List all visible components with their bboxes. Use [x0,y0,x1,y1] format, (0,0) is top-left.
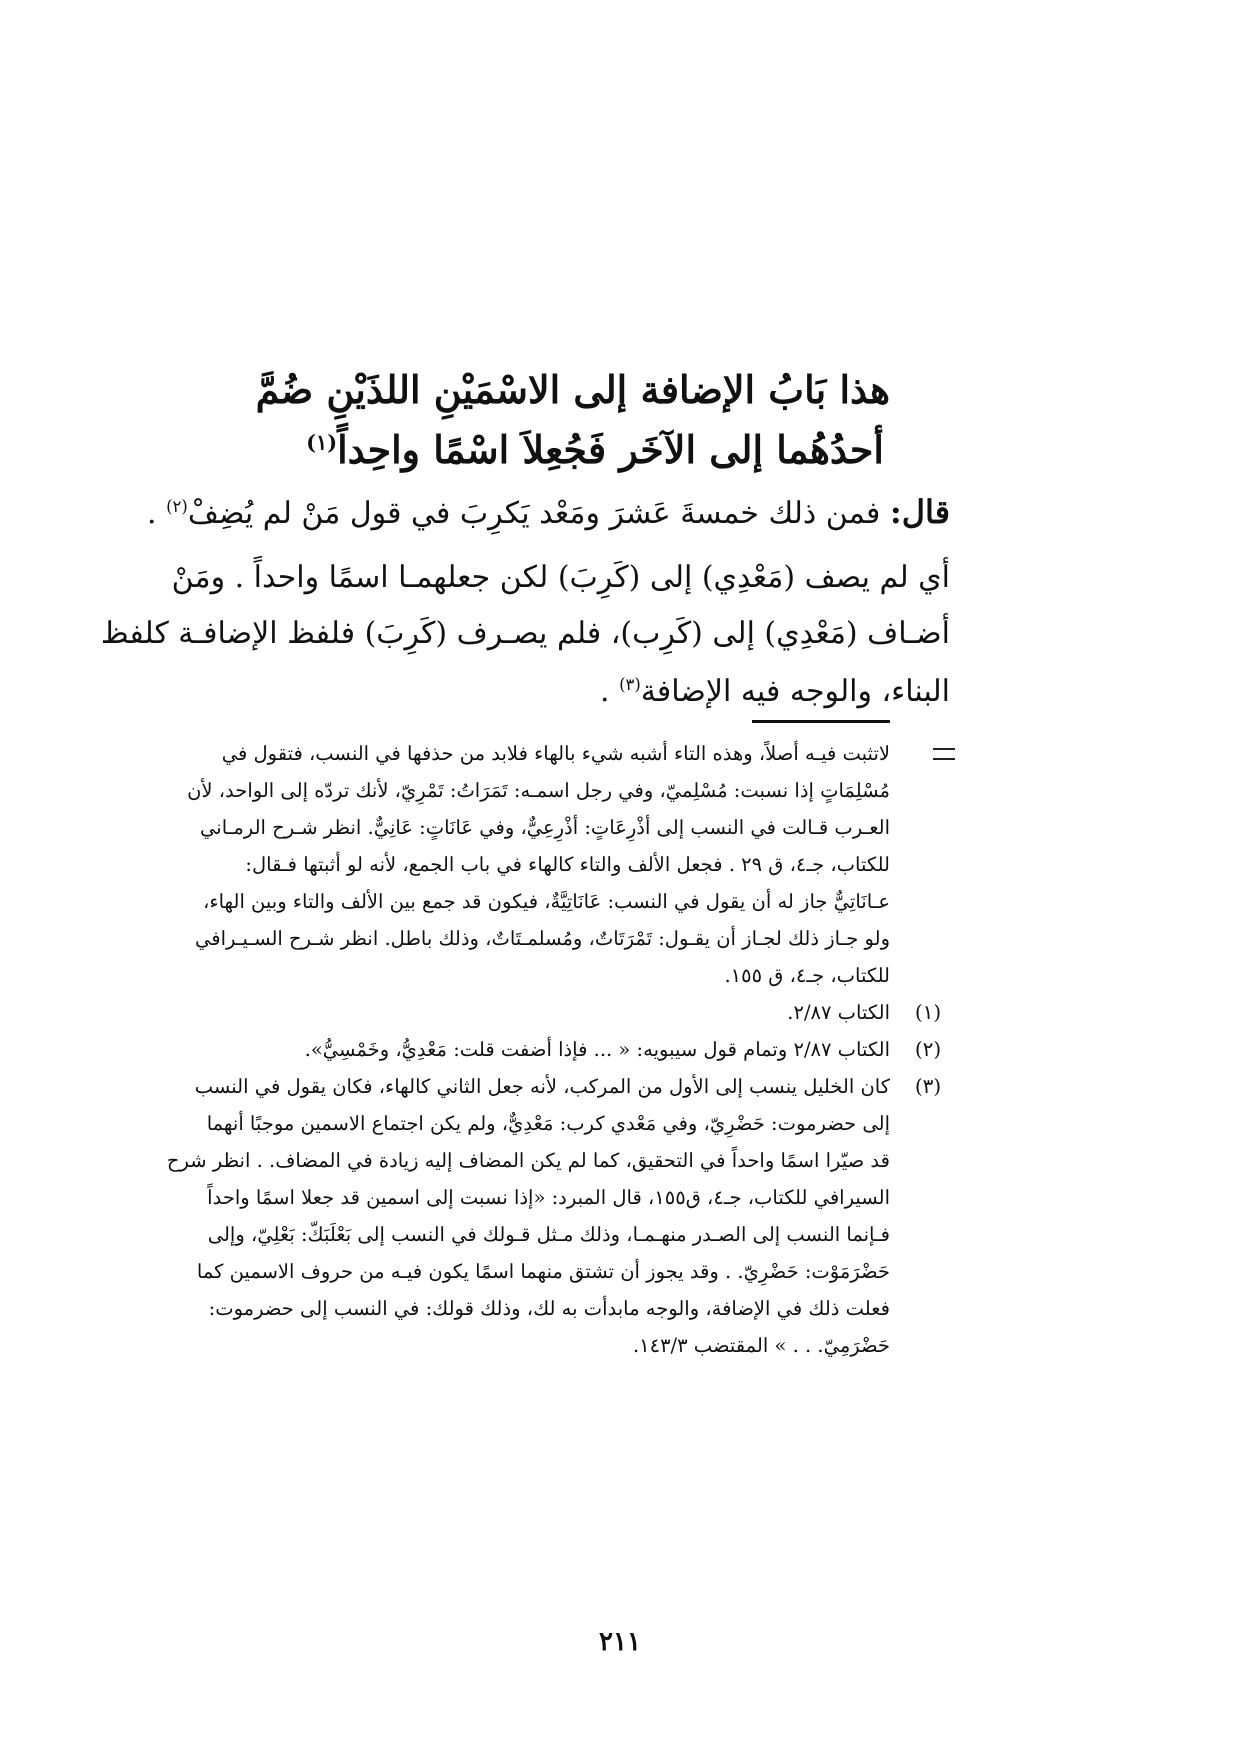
qal-label: قال: [889,493,950,531]
page-number: ٢١١ [599,1627,641,1657]
footnote-3-line-3: قد صيّرا اسمًا واحداً في التحقيق، كما لم يكن المضاف إليه زيادة في المضاف. . انظر شرح [166,1149,890,1172]
footnote-3-line-2: إلى حضرموت: حَضْرِيّ، وفي مَعْدي كرب: مَعْدِيٌّ، ولم يكن اجتماع الاسمين موجبًا أنهما [206,1112,890,1135]
footnote-continued-line-7: للكتاب، جـ٤، ق ١٥٥. [724,964,890,987]
continuation-mark [933,748,955,760]
main-text-line-3 [100,604,950,664]
main-text-line-3-content: أضـاف (مَعْدِي) إلى (كَرِب)، فلم يصـرف (كَرِبَ) فلفظ الإضافـة كلفظ [100,616,950,651]
footnote-continued-line-5: عـانَاتِيٌّ جاز له أن يقول في النسب: عَانَاتِيَّةٌ، فيكون قد جمع بين الألف والتاء وبين الهاء، [203,890,890,913]
footnote-3-line-5: فـإنما النسب إلى الصـدر منهـمـا، وذلك مـثل قـولك في النسب إلى بَعْلَبَكّ: بَعْلِيّ، وإلى [207,1223,890,1246]
footnote-continued-line-2: مُسْلِمَاتٍ إذا نسبت: مُسْلِميّ، وفي رجل اسمـه: تَمَرَاتُ: تَمْرِيّ، لأنك تردّه إلى الواحد، لأن [187,779,890,802]
footnote-continued-line-6: ولو جـاز ذلك لجـاز أن يقـول: تَمْرَتَاتٌ، ومُسلمـتَاتٌ، وذلك باطل. انظر شـرح السـيـرافي [195,927,890,950]
footnote-ref-1: (١) [306,429,338,455]
main-text-line-2-content: أي لم يصف (مَعْدِي) إلى (كَرِبَ) لكن جعلهمـا اسمًا واحداً . ومَنْ [171,560,950,595]
footnote-ref-3: (٣) [619,675,641,694]
footnote-3-line-6: حَضْرَمَوْت: حَضْرِيّ. . وقد يجوز أن تشتق منهما اسمًا يكون فيـه من حروف الاسمين كما [196,1260,890,1283]
footnote-3-line-1: كان الخليل ينسب إلى الأول من المركب، لأنه جعل الثاني كالهاء، فكان يقول في النسب [194,1075,890,1098]
main-text-line-1-end: . [146,496,157,531]
main-text-line-4 [280,662,950,722]
chapter-title-line-1 [255,360,890,420]
footnote-continued-line-4: للكتاب، جـ٤، ق ٢٩ . فجعل الألف والتاء كالهاء في باب الجمع، لأنه لو أثبتها فـقال: [245,853,890,876]
footnote-3-line-7: فعلت ذلك في الإضافة، والوجه مابدأت به لك، وذلك قولك: في النسب إلى حضرموت: [208,1297,890,1320]
footnote-2-text: الكتاب ٢/٨٧ وتمام قول سيبويه: « ... فإذا أضفت قلت: مَعْدِيُّ، وخَمْسِيُّ». [304,1038,890,1061]
footnote-continued-line-3: العـرب قـالت في النسب إلى أذْرِعَاتٍ: أذْرِعِيٌّ، وفي عَانَاتٍ: عَانِيٌّ. انظر شـرح الرمـاني [200,816,890,839]
main-text-line-2 [171,548,950,608]
footnote-3-marker: (٣) [914,1074,942,1098]
main-text-line-1-content: فمن ذلك خمسةَ عَشرَ ومَعْد يَكرِبَ في قول مَنْ لم يُضِفْ [187,496,881,531]
footnote-1-marker: (١) [914,1000,942,1024]
footnote-3-line-4: السيرافي للكتاب، جـ٤، ق١٥٥، قال المبرد: «إذا نسبت إلى اسمين قد جعلا اسمًا واحداً [207,1186,890,1209]
footnote-3-line-8: حَضْرَمِيّ. . . » المقتضب ١٤٣/٣. [632,1334,890,1357]
main-text-line-4-content: البناء، والوجه فيه الإضافة [640,674,950,709]
footnote-separator [752,720,890,723]
footnote-continued-line-1: لاتثبت فيـه أصلاً، وهذه التاء أشبه شيء بالهاء فلابد من حذفها في النسب، فتقول في [221,742,890,765]
footnote-1-text: الكتاب ٢/٨٧. [787,1001,890,1024]
footnote-ref-2: (٢) [166,497,188,516]
main-text-line-4-end: . [599,674,610,709]
footnote-2-marker: (٢) [914,1037,942,1061]
chapter-title-text-2: أحدُهُما إلى الآخَر فَجُعِلاَ اسْمًا واحِداً [337,427,884,472]
chapter-title-text-1: هذا بَابُ الإضافة إلى الاسْمَيْنِ اللذَيْنِ ضُمَّ [255,367,890,412]
main-text-line-1 [146,482,950,542]
chapter-title-line-2 [300,420,890,480]
